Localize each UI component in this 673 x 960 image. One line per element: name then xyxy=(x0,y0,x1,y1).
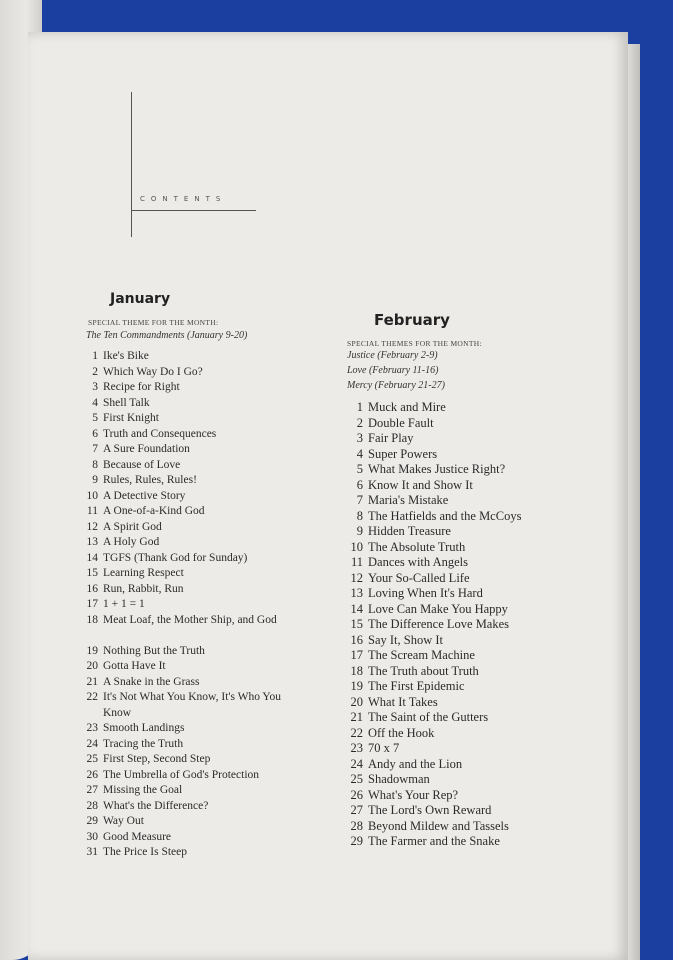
header-rule-horizontal xyxy=(131,210,256,211)
entry-number: 21 xyxy=(350,710,363,724)
entry-title: Andy and the Lion xyxy=(368,756,463,771)
january-entry xyxy=(76,396,306,412)
entry-title: Your So-Called Life xyxy=(368,570,470,585)
entry-number: 27 xyxy=(350,803,363,817)
entry-number: 1 xyxy=(92,350,98,362)
entry-number: 24 xyxy=(350,756,363,771)
entry-number: 7 xyxy=(356,493,363,507)
entry-title: The First Epidemic xyxy=(368,679,465,693)
january-entry xyxy=(76,597,306,613)
entry-number: 29 xyxy=(86,815,98,827)
entry-title: Say It, Show It xyxy=(368,632,443,647)
february-theme-love: Love (February 11-16) xyxy=(347,365,439,376)
january-entry xyxy=(76,349,306,365)
entry-number: 10 xyxy=(86,489,98,502)
entry-number: 23 xyxy=(350,741,363,755)
entry-number: 23 xyxy=(86,722,98,734)
entry-title: Know It and Show It xyxy=(368,477,473,492)
entry-title: Missing the Goal xyxy=(103,784,183,796)
entry-title: 70 x 7 xyxy=(368,741,400,755)
january-entry xyxy=(76,644,306,660)
january-entry xyxy=(76,442,306,458)
february-entry xyxy=(339,447,579,463)
january-entry xyxy=(76,566,306,582)
february-entry xyxy=(339,571,579,587)
entry-number: 10 xyxy=(350,539,363,554)
january-theme-label: SPECIAL THEME FOR THE MONTH: xyxy=(88,318,219,327)
entry-number: 26 xyxy=(350,787,363,802)
entry-title: Rules, Rules, Rules! xyxy=(103,474,197,486)
entry-number: 6 xyxy=(92,427,98,440)
entry-number: 13 xyxy=(350,586,363,600)
entry-title: Off the Hook xyxy=(368,725,435,740)
february-entry xyxy=(339,416,579,432)
entry-title: Fair Play xyxy=(368,431,414,445)
header-rule-vertical xyxy=(131,92,132,237)
entry-number: 9 xyxy=(92,474,98,486)
entry-number: 14 xyxy=(86,551,98,564)
entry-title: Double Fault xyxy=(368,415,434,430)
january-entry xyxy=(76,411,306,427)
entry-title: The Price Is Steep xyxy=(103,846,187,858)
entry-title: Shell Talk xyxy=(103,396,150,409)
february-entry xyxy=(339,788,579,804)
january-entry xyxy=(76,427,306,443)
february-entry xyxy=(339,586,579,602)
entry-number: 18 xyxy=(350,663,363,678)
entry-title: Smooth Landings xyxy=(103,722,185,734)
entry-number: 1 xyxy=(356,400,363,414)
entry-number: 28 xyxy=(86,799,98,812)
entry-title: The Lord's Own Reward xyxy=(368,803,492,817)
february-entry xyxy=(339,819,579,835)
entry-number: 31 xyxy=(86,846,98,858)
entry-title: Run, Rabbit, Run xyxy=(103,582,184,595)
entry-number: 25 xyxy=(86,753,98,765)
january-entry xyxy=(76,752,306,768)
entry-number: 20 xyxy=(350,694,363,709)
entry-number: 3 xyxy=(92,381,98,393)
entry-title: Tracing the Truth xyxy=(103,737,184,750)
february-entry xyxy=(339,431,579,447)
entry-number: 29 xyxy=(350,834,363,848)
entry-number: 22 xyxy=(350,725,363,740)
entry-number: 4 xyxy=(356,446,363,461)
january-entry xyxy=(76,721,306,737)
entry-number: 21 xyxy=(86,675,98,688)
entry-number: 17 xyxy=(86,598,98,610)
january-entry xyxy=(76,473,306,489)
entry-number: 5 xyxy=(356,462,363,476)
january-entry xyxy=(76,799,306,815)
entry-title: What It Takes xyxy=(368,694,438,709)
february-entry xyxy=(339,772,579,788)
february-entry xyxy=(339,478,579,494)
entry-title: Which Way Do I Go? xyxy=(103,365,203,378)
entry-number: 15 xyxy=(350,617,363,631)
entry-title: Muck and Mire xyxy=(368,400,446,414)
february-entry xyxy=(339,462,579,478)
entry-number: 28 xyxy=(350,818,363,833)
entry-title: What's Your Rep? xyxy=(368,787,459,802)
january-entry xyxy=(76,380,306,396)
february-entry xyxy=(339,741,579,757)
entry-number: 8 xyxy=(92,458,98,471)
january-entry xyxy=(76,675,306,691)
entry-number: 22 xyxy=(86,691,98,703)
entry-title: Meat Loaf, the Mother Ship, and God xyxy=(103,613,277,626)
february-entry xyxy=(339,493,579,509)
entry-number: 2 xyxy=(92,365,98,378)
entry-number: 3 xyxy=(356,431,363,445)
february-heading: February xyxy=(374,311,450,329)
january-contents-list xyxy=(76,349,306,861)
entry-title: Ike's Bike xyxy=(103,350,149,362)
entry-title: The Truth about Truth xyxy=(368,663,479,678)
entry-title: The Umbrella of God's Protection xyxy=(103,768,260,781)
entry-number: 4 xyxy=(92,396,98,409)
entry-title: The Saint of the Gutters xyxy=(368,710,489,724)
entry-number: 19 xyxy=(86,644,98,657)
entry-title: What Makes Justice Right? xyxy=(368,462,506,476)
entry-number: 6 xyxy=(356,477,363,492)
january-entry xyxy=(76,582,306,598)
entry-title: Shadowman xyxy=(368,772,430,786)
january-entry xyxy=(76,690,306,721)
page-stack-edge xyxy=(628,44,640,960)
february-theme-justice: Justice (February 2-9) xyxy=(347,350,438,361)
january-entry xyxy=(76,613,306,644)
february-entry xyxy=(339,617,579,633)
entry-number: 30 xyxy=(86,830,98,843)
entry-number: 24 xyxy=(86,737,98,750)
entry-title: Nothing But the Truth xyxy=(103,644,205,657)
contents-heading: CONTENTS xyxy=(140,195,227,203)
entry-number: 11 xyxy=(350,555,363,569)
january-entry xyxy=(76,783,306,799)
entry-title: The Scream Machine xyxy=(368,648,475,662)
entry-title: The Difference Love Makes xyxy=(368,617,510,631)
entry-number: 27 xyxy=(86,784,98,796)
entry-title: It's Not What You Know, It's Who You Know xyxy=(103,691,282,719)
entry-title: Truth and Consequences xyxy=(103,427,217,440)
entry-number: 14 xyxy=(350,601,363,616)
february-entry xyxy=(339,757,579,773)
entry-title: Way Out xyxy=(103,815,144,827)
january-entry xyxy=(76,458,306,474)
entry-number: 17 xyxy=(350,648,363,662)
february-entry xyxy=(339,540,579,556)
february-entry xyxy=(339,710,579,726)
january-entry xyxy=(76,768,306,784)
entry-title: Hidden Treasure xyxy=(368,524,451,538)
entry-title: A Snake in the Grass xyxy=(103,675,200,688)
february-contents-list xyxy=(339,400,579,850)
entry-number: 2 xyxy=(356,415,363,430)
january-entry xyxy=(76,830,306,846)
february-entry xyxy=(339,803,579,819)
entry-title: A One-of-a-Kind God xyxy=(103,505,205,517)
entry-number: 18 xyxy=(86,613,98,626)
entry-title: Super Powers xyxy=(368,446,438,461)
february-entry xyxy=(339,834,579,850)
entry-title: Beyond Mildew and Tassels xyxy=(368,818,509,833)
entry-title: What's the Difference? xyxy=(103,799,209,812)
entry-title: Dances with Angels xyxy=(368,555,468,569)
entry-number: 26 xyxy=(86,768,98,781)
entry-title: Gotta Have It xyxy=(103,660,166,672)
entry-number: 9 xyxy=(356,524,363,538)
entry-number: 16 xyxy=(350,632,363,647)
entry-number: 12 xyxy=(86,520,98,533)
entry-title: Maria's Mistake xyxy=(368,493,449,507)
february-entry xyxy=(339,664,579,680)
january-entry xyxy=(76,504,306,520)
entry-title: A Spirit God xyxy=(103,520,162,533)
entry-title: A Detective Story xyxy=(103,489,186,502)
january-entry xyxy=(76,659,306,675)
entry-title: TGFS (Thank God for Sunday) xyxy=(103,551,248,564)
entry-number: 12 xyxy=(350,570,363,585)
entry-number: 25 xyxy=(350,772,363,786)
february-theme-label: SPECIAL THEMES FOR THE MONTH: xyxy=(347,339,482,348)
february-entry xyxy=(339,633,579,649)
entry-title: Love Can Make You Happy xyxy=(368,601,508,616)
entry-title: Learning Respect xyxy=(103,567,184,579)
february-entry xyxy=(339,695,579,711)
entry-number: 5 xyxy=(92,412,98,424)
january-entry xyxy=(76,737,306,753)
entry-number: 20 xyxy=(86,660,98,672)
entry-title: Loving When It's Hard xyxy=(368,586,483,600)
entry-number: 15 xyxy=(86,567,98,579)
entry-title: First Knight xyxy=(103,412,159,424)
entry-number: 19 xyxy=(350,679,363,693)
february-entry xyxy=(339,555,579,571)
january-entry xyxy=(76,551,306,567)
entry-number: 7 xyxy=(92,443,98,455)
entry-title: The Hatfields and the McCoys xyxy=(368,508,522,523)
january-entry xyxy=(76,535,306,551)
february-theme-mercy: Mercy (February 21-27) xyxy=(347,380,445,391)
entry-number: 16 xyxy=(86,582,98,595)
entry-title: A Holy God xyxy=(103,536,160,548)
january-entry xyxy=(76,814,306,830)
january-theme: The Ten Commandments (January 9-20) xyxy=(86,330,248,341)
february-entry xyxy=(339,648,579,664)
february-entry xyxy=(339,726,579,742)
entry-title: 1 + 1 = 1 xyxy=(103,598,145,610)
february-entry xyxy=(339,602,579,618)
february-entry xyxy=(339,524,579,540)
entry-title: A Sure Foundation xyxy=(103,443,190,455)
january-entry xyxy=(76,365,306,381)
january-entry xyxy=(76,489,306,505)
entry-number: 11 xyxy=(86,505,98,517)
february-entry xyxy=(339,679,579,695)
entry-number: 8 xyxy=(356,508,363,523)
entry-title: Recipe for Right xyxy=(103,381,180,393)
entry-title: First Step, Second Step xyxy=(103,753,211,765)
january-heading: January xyxy=(110,291,171,307)
entry-title: Because of Love xyxy=(103,458,181,471)
february-entry xyxy=(339,400,579,416)
february-entry xyxy=(339,509,579,525)
january-entry xyxy=(76,845,306,861)
entry-number: 13 xyxy=(86,536,98,548)
entry-title: The Absolute Truth xyxy=(368,539,466,554)
january-entry xyxy=(76,520,306,536)
entry-title: The Farmer and the Snake xyxy=(368,834,500,848)
entry-title: Good Measure xyxy=(103,830,172,843)
